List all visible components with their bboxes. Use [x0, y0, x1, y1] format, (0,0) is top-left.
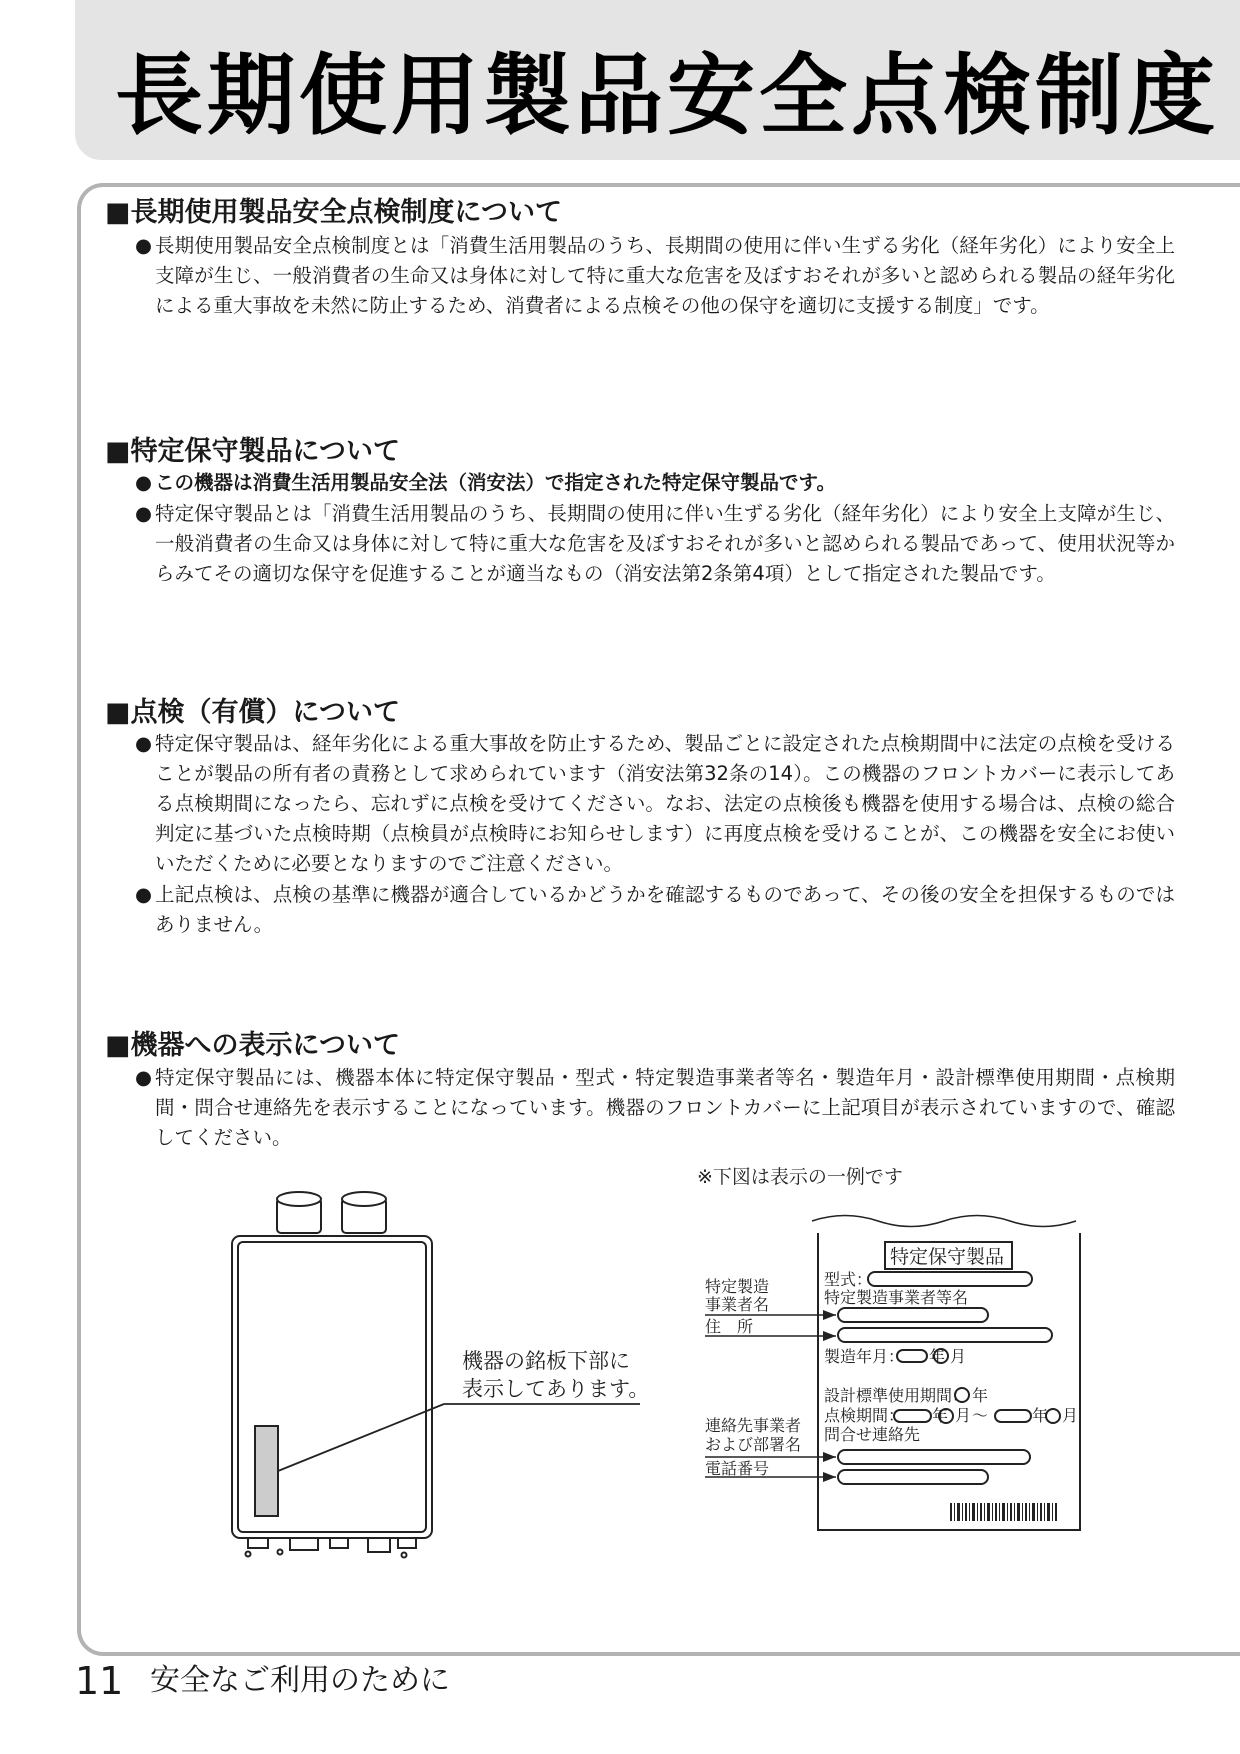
- label-month: 月: [1062, 1406, 1079, 1425]
- left-label-contact-2: および部署名: [705, 1435, 802, 1454]
- bullet-icon: ●: [135, 732, 153, 755]
- label-year: 年: [929, 1347, 946, 1366]
- bullet-icon: ●: [135, 1066, 153, 1089]
- section-title-system: ■長期使用製品安全点検制度について: [105, 197, 562, 228]
- label-year: 年: [932, 1406, 949, 1425]
- label-year: 年: [972, 1386, 989, 1405]
- label-maker: 特定製造事業者等名: [824, 1288, 969, 1307]
- bullet-text: 長期使用製品安全点検制度とは「消費生活用製品のうち、長期間の使用に伴い生ずる劣化（経年劣化）により安全上支障が生じ、一般消費者の生命又は身体に対して特に重大な危害を及ぼすおそれが多いと認められる製品の経年劣化による重大事故を未然に防止するため、消費者による点検その他の保守を適切に支援する制度」です。: [155, 234, 1175, 317]
- bullet-text: 上記点検は、点検の基準に機器が適合しているかどうかを確認するものであって、その後の安全を担保するものではありません。: [155, 883, 1175, 936]
- bullet-text: 特定保守製品は、経年劣化による重大事故を防止するため、製品ごとに設定された点検期間中に法定の点検を受けることが製品の所有者の責務として求められています（消安法第32条の14）。この機器のフロントカバーに表示してある点検期間になったら、忘れずに点検を受けてください。なお、法定の点検後も機器を使用する場合は、点検の総合判定に基づいた点検時期（点検員が点検時にお知らせします）に再度点検を受けることが、この機器を安全にお使いいただくために必要となりますのでご注意ください。: [155, 732, 1175, 875]
- left-label-address: 住 所: [705, 1317, 754, 1336]
- barcode-icon: [950, 1503, 1057, 1521]
- device-label-line1: 機器の銘板下部に: [462, 1349, 630, 1373]
- label-month: 月: [955, 1406, 972, 1425]
- section-title-specified-product: ■特定保守製品について: [105, 436, 400, 467]
- bullet-icon: ●: [135, 883, 153, 906]
- label-tilde: 〜: [972, 1406, 989, 1425]
- bullet-icon: ●: [135, 502, 153, 525]
- label-title: 特定保守製品: [890, 1246, 1005, 1268]
- label-model: 型式：: [824, 1270, 873, 1289]
- device-label-line2: 表示してあります。: [462, 1377, 650, 1401]
- section-name: 安全なご利用のために: [150, 1663, 450, 1698]
- bullet-text: この機器は消費生活用製品安全法（消安法）で指定された特定保守製品です。: [155, 471, 836, 494]
- label-contact: 問合せ連絡先: [824, 1425, 921, 1444]
- section-title-inspection: ■点検（有償）について: [105, 697, 400, 728]
- bullet-text: 特定保守製品とは「消費生活用製品のうち、長期間の使用に伴い生ずる劣化（経年劣化）により安全上支障が生じ、一般消費者の生命又は身体に対して特に重大な危害を及ぼすおそれが多いと認められる製品であって、使用状況等からみてその適切な保守を促進することが適当なもの（消安法第2条第4項）として指定された製品です。: [155, 502, 1175, 585]
- figure-note: ※下図は表示の一例です: [697, 1166, 903, 1188]
- left-label-contact-1: 連絡先事業者: [705, 1416, 802, 1435]
- bullet-icon: ●: [135, 471, 153, 494]
- water-heater-illustration: [232, 1192, 640, 1558]
- bullet-icon: ●: [135, 234, 153, 257]
- label-inspect-period: 点検期間：: [824, 1406, 905, 1425]
- label-month: 月: [950, 1347, 967, 1366]
- label-std-period: 設計標準使用期間：: [824, 1386, 969, 1405]
- left-label-maker-2: 事業者名: [705, 1295, 770, 1314]
- label-mfg-date: 製造年月：: [824, 1347, 905, 1366]
- page-number: 11: [75, 1659, 124, 1703]
- label-year: 年: [1032, 1406, 1049, 1425]
- left-label-phone: 電話番号: [705, 1459, 770, 1478]
- bullet-text: 特定保守製品には、機器本体に特定保守製品・型式・特定製造事業者等名・製造年月・設計標準使用期間・点検期間・問合せ連絡先を表示することになっています。機器のフロントカバーに上記項目が表示されていますので、確認してください。: [155, 1066, 1175, 1149]
- section-title-display: ■機器への表示について: [105, 1030, 400, 1061]
- left-label-maker-1: 特定製造: [705, 1277, 770, 1296]
- page-title: 長期使用製品安全点検制度: [115, 44, 1220, 147]
